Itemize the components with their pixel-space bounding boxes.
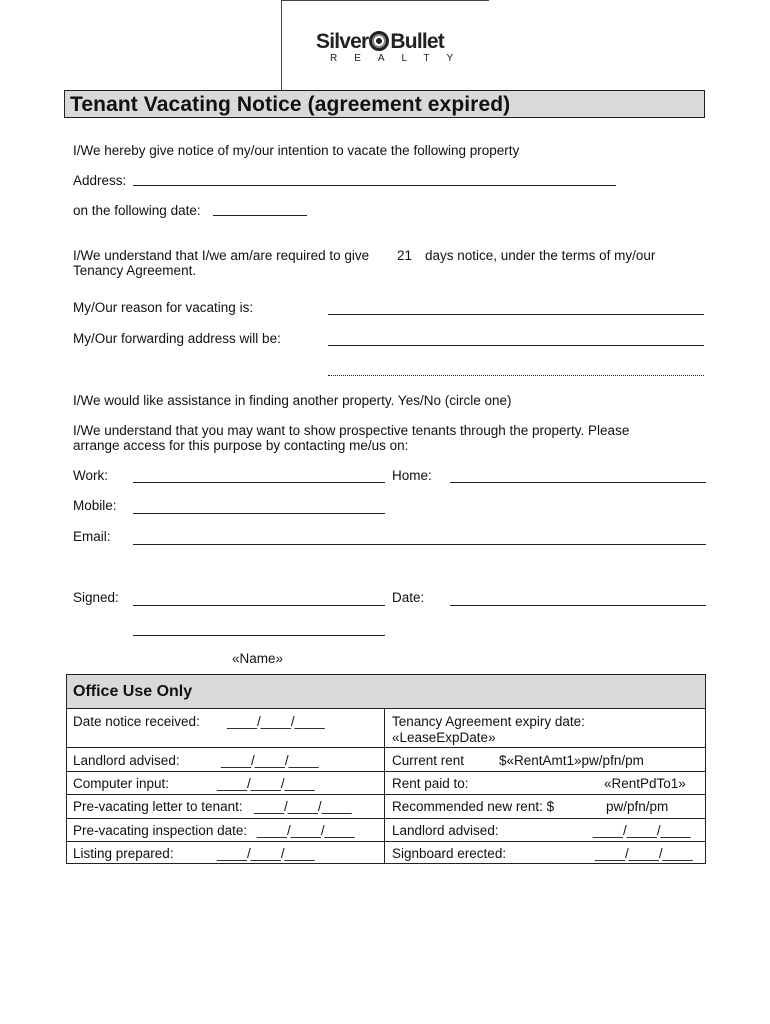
signboard-erected-value[interactable]: ____/____/____ xyxy=(595,846,693,861)
home-phone-field[interactable] xyxy=(450,482,706,483)
row-divider xyxy=(67,818,705,819)
pre-vacating-letter-label: Pre-vacating letter to tenant: xyxy=(73,799,243,814)
rent-paid-to-label: Rent paid to: xyxy=(392,776,469,791)
work-label: Work: xyxy=(73,468,109,483)
row-divider xyxy=(67,794,705,795)
row-divider xyxy=(67,747,705,748)
name-merge-field: «Name» xyxy=(232,651,284,666)
signed-label: Signed: xyxy=(73,590,119,605)
work-phone-field[interactable] xyxy=(133,482,385,483)
logo-word-right: Bullet xyxy=(390,30,444,53)
column-divider xyxy=(384,709,385,863)
computer-input-value[interactable]: ____/____/____ xyxy=(217,776,315,791)
pre-vacating-letter-value[interactable]: ____/____/____ xyxy=(254,799,352,814)
signed-date-field[interactable] xyxy=(450,605,706,606)
logo-subtitle: REALTY xyxy=(330,53,471,64)
reason-label: My/Our reason for vacating is: xyxy=(73,300,254,315)
notice-days: 21 xyxy=(397,248,413,263)
computer-input-label: Computer input: xyxy=(73,776,170,791)
lease-expiry-merge-field: «LeaseExpDate» xyxy=(392,730,496,745)
second-signature-field[interactable] xyxy=(133,635,385,636)
forwarding-field[interactable] xyxy=(328,345,704,346)
listing-prepared-label: Listing prepared: xyxy=(73,846,174,861)
pre-vacating-inspection-label: Pre-vacating inspection date: xyxy=(73,823,248,838)
company-logo xyxy=(316,30,444,54)
signature-field[interactable] xyxy=(133,605,385,606)
vacate-date-field[interactable] xyxy=(213,215,307,216)
email-label: Email: xyxy=(73,529,111,544)
mobile-field[interactable] xyxy=(133,513,385,514)
bullet-icon xyxy=(369,31,389,51)
lease-expiry-label: Tenancy Agreement expiry date: xyxy=(392,714,585,729)
recommended-rent-units: pw/pfn/pm xyxy=(606,799,669,814)
email-field[interactable] xyxy=(133,544,706,545)
assistance-text: I/We would like assistance in finding another property. Yes/No (circle one) xyxy=(73,393,512,408)
date-label: on the following date: xyxy=(73,203,201,218)
page-title: Tenant Vacating Notice (agreement expired) xyxy=(70,93,511,116)
current-rent-label: Current rent xyxy=(392,753,465,768)
notice-text-line2: Tenancy Agreement. xyxy=(73,263,197,278)
notice-text-b: days notice, under the terms of my/our xyxy=(425,248,656,263)
office-use-title: Office Use Only xyxy=(73,683,193,700)
inspection-text-line2: arrange access for this purpose by contacting me/us on: xyxy=(73,438,409,453)
intro-text: I/We hereby give notice of my/our intention to vacate the following property xyxy=(73,143,520,158)
current-rent-value: $«RentAmt1»pw/pfn/pm xyxy=(499,753,644,768)
signed-date-label: Date: xyxy=(392,590,425,605)
date-notice-received-label: Date notice received: xyxy=(73,714,200,729)
office-use-header xyxy=(67,675,705,709)
recommended-rent-label: Recommended new rent: $ xyxy=(392,799,555,814)
forwarding-label: My/Our forwarding address will be: xyxy=(73,331,281,346)
office-use-table xyxy=(66,674,706,864)
signboard-erected-label: Signboard erected: xyxy=(392,846,507,861)
address-label: Address: xyxy=(73,173,127,188)
date-notice-received-value[interactable]: ____/____/____ xyxy=(227,714,325,729)
landlord-advised-right-value[interactable]: ____/____/____ xyxy=(593,823,691,838)
landlord-advised-value[interactable]: ____/____/____ xyxy=(221,753,319,768)
listing-prepared-value[interactable]: ____/____/____ xyxy=(217,846,315,861)
mobile-label: Mobile: xyxy=(73,498,117,513)
landlord-advised-right-label: Landlord advised: xyxy=(392,823,499,838)
home-label: Home: xyxy=(392,468,432,483)
rent-paid-to-value: «RentPdTo1» xyxy=(604,776,686,791)
landlord-advised-label: Landlord advised: xyxy=(73,753,180,768)
forwarding-field-line2[interactable] xyxy=(328,375,704,376)
inspection-text-line1: I/We understand that you may want to show prospective tenants through the property. Please xyxy=(73,423,630,438)
logo-word-left: Silver xyxy=(316,30,369,53)
title-banner xyxy=(64,90,705,118)
reason-field[interactable] xyxy=(328,314,704,315)
row-divider xyxy=(67,841,705,842)
row-divider xyxy=(67,771,705,772)
address-field[interactable] xyxy=(133,185,616,186)
pre-vacating-inspection-value[interactable]: ____/____/____ xyxy=(257,823,355,838)
notice-text-a: I/We understand that I/we am/are required to give xyxy=(73,248,370,263)
